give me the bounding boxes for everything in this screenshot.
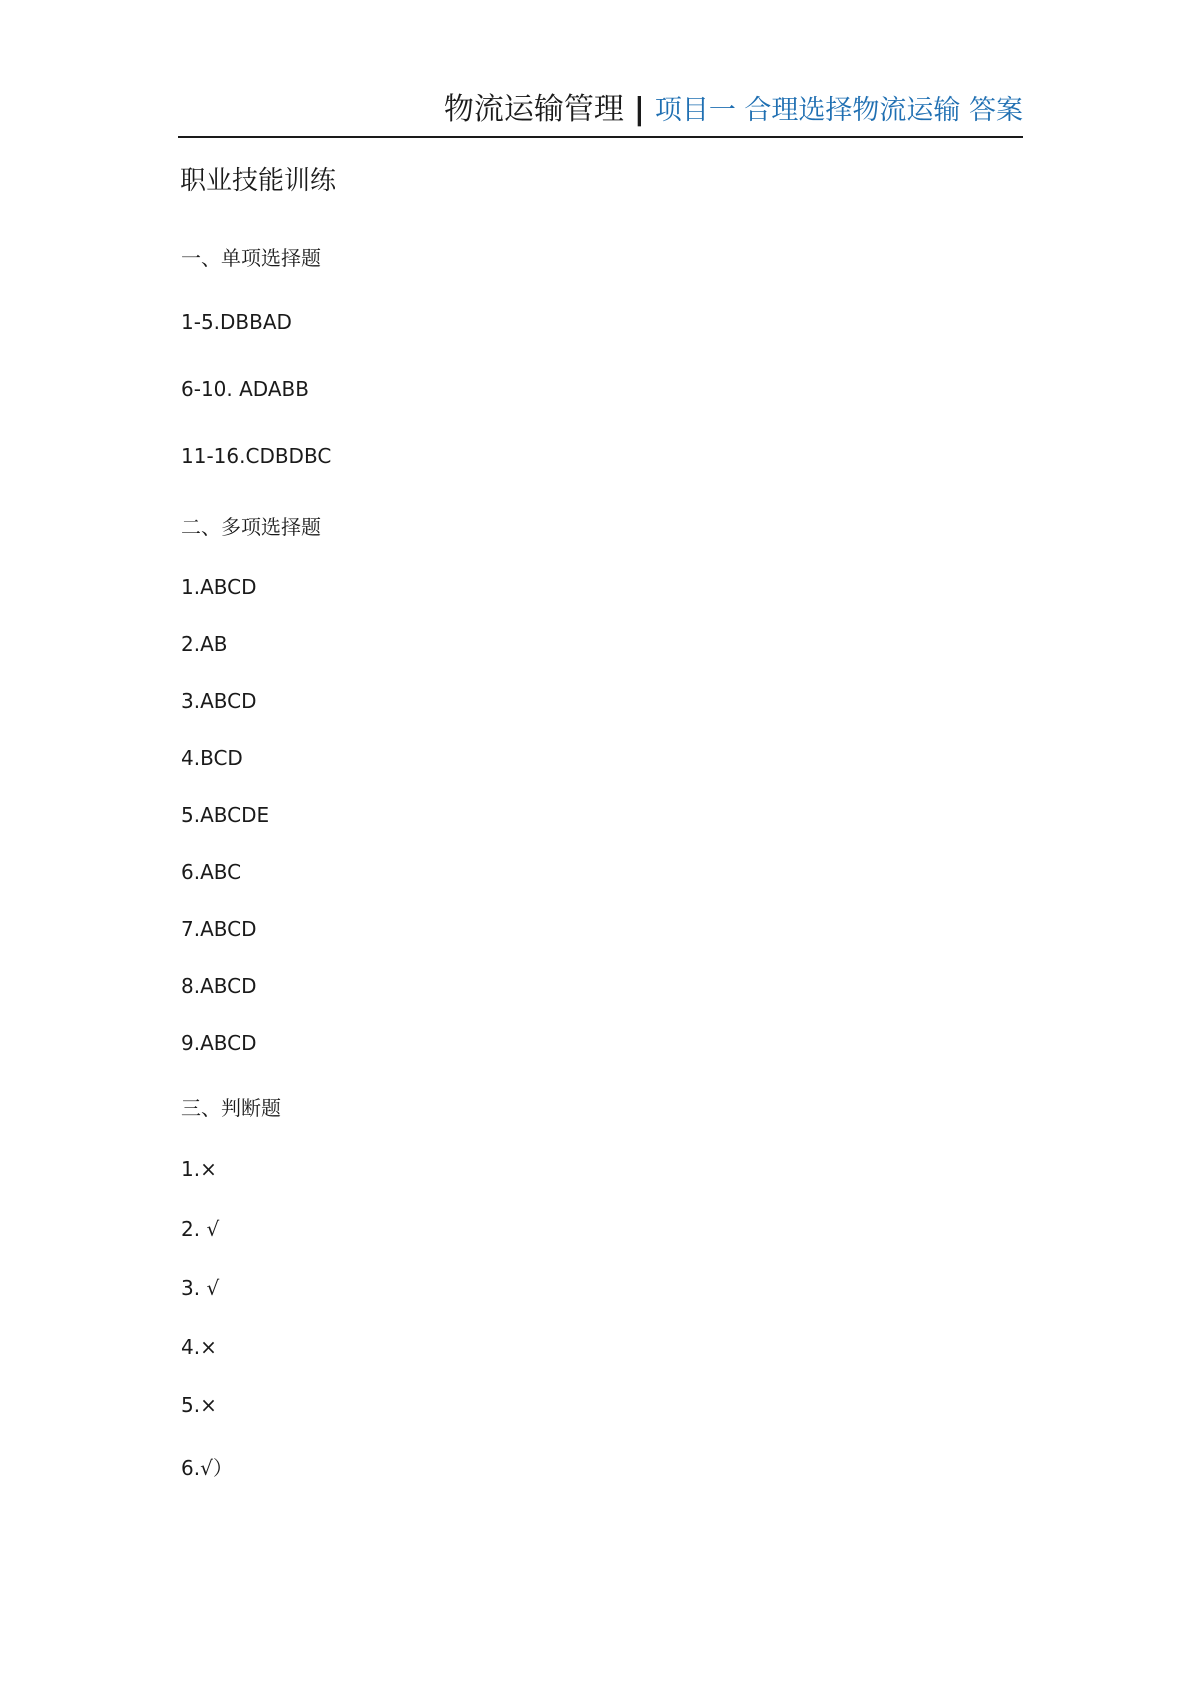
section-title: 职业技能训练 — [180, 166, 337, 196]
answer-line: 6.√） — [181, 1456, 233, 1480]
header-separator: | — [633, 92, 645, 127]
answer-line: 3.ABCD — [181, 689, 257, 713]
answer-line: 1.ABCD — [181, 575, 257, 599]
answer-line: 4.× — [181, 1335, 217, 1359]
header-rule — [178, 136, 1023, 138]
answer-line: 1.× — [181, 1157, 217, 1181]
answer-line: 4.BCD — [181, 746, 243, 770]
true-false-heading: 三、判断题 — [181, 1096, 281, 1120]
answer-line: 9.ABCD — [181, 1031, 257, 1055]
book-title: 物流运输管理 — [443, 92, 624, 127]
page-header — [178, 84, 1023, 136]
answer-line: 2.AB — [181, 632, 228, 656]
answer-line: 1-5.DBBAD — [181, 310, 292, 334]
answer-line: 7.ABCD — [181, 917, 257, 941]
single-choice-heading: 一、单项选择题 — [181, 246, 321, 270]
multiple-choice-heading: 二、多项选择题 — [181, 515, 321, 539]
answer-line: 8.ABCD — [181, 974, 257, 998]
answer-line: 6.ABC — [181, 860, 242, 884]
answer-line: 6-10. ADABB — [181, 377, 309, 401]
answer-line: 3. √ — [181, 1276, 220, 1300]
answer-line: 2. √ — [181, 1217, 220, 1241]
answer-line: 5.× — [181, 1393, 217, 1417]
answer-line: 5.ABCDE — [181, 803, 270, 827]
answer-line: 11-16.CDBDBC — [181, 444, 332, 468]
chapter-title: 项目一 合理选择物流运输 答案 — [654, 95, 1023, 126]
